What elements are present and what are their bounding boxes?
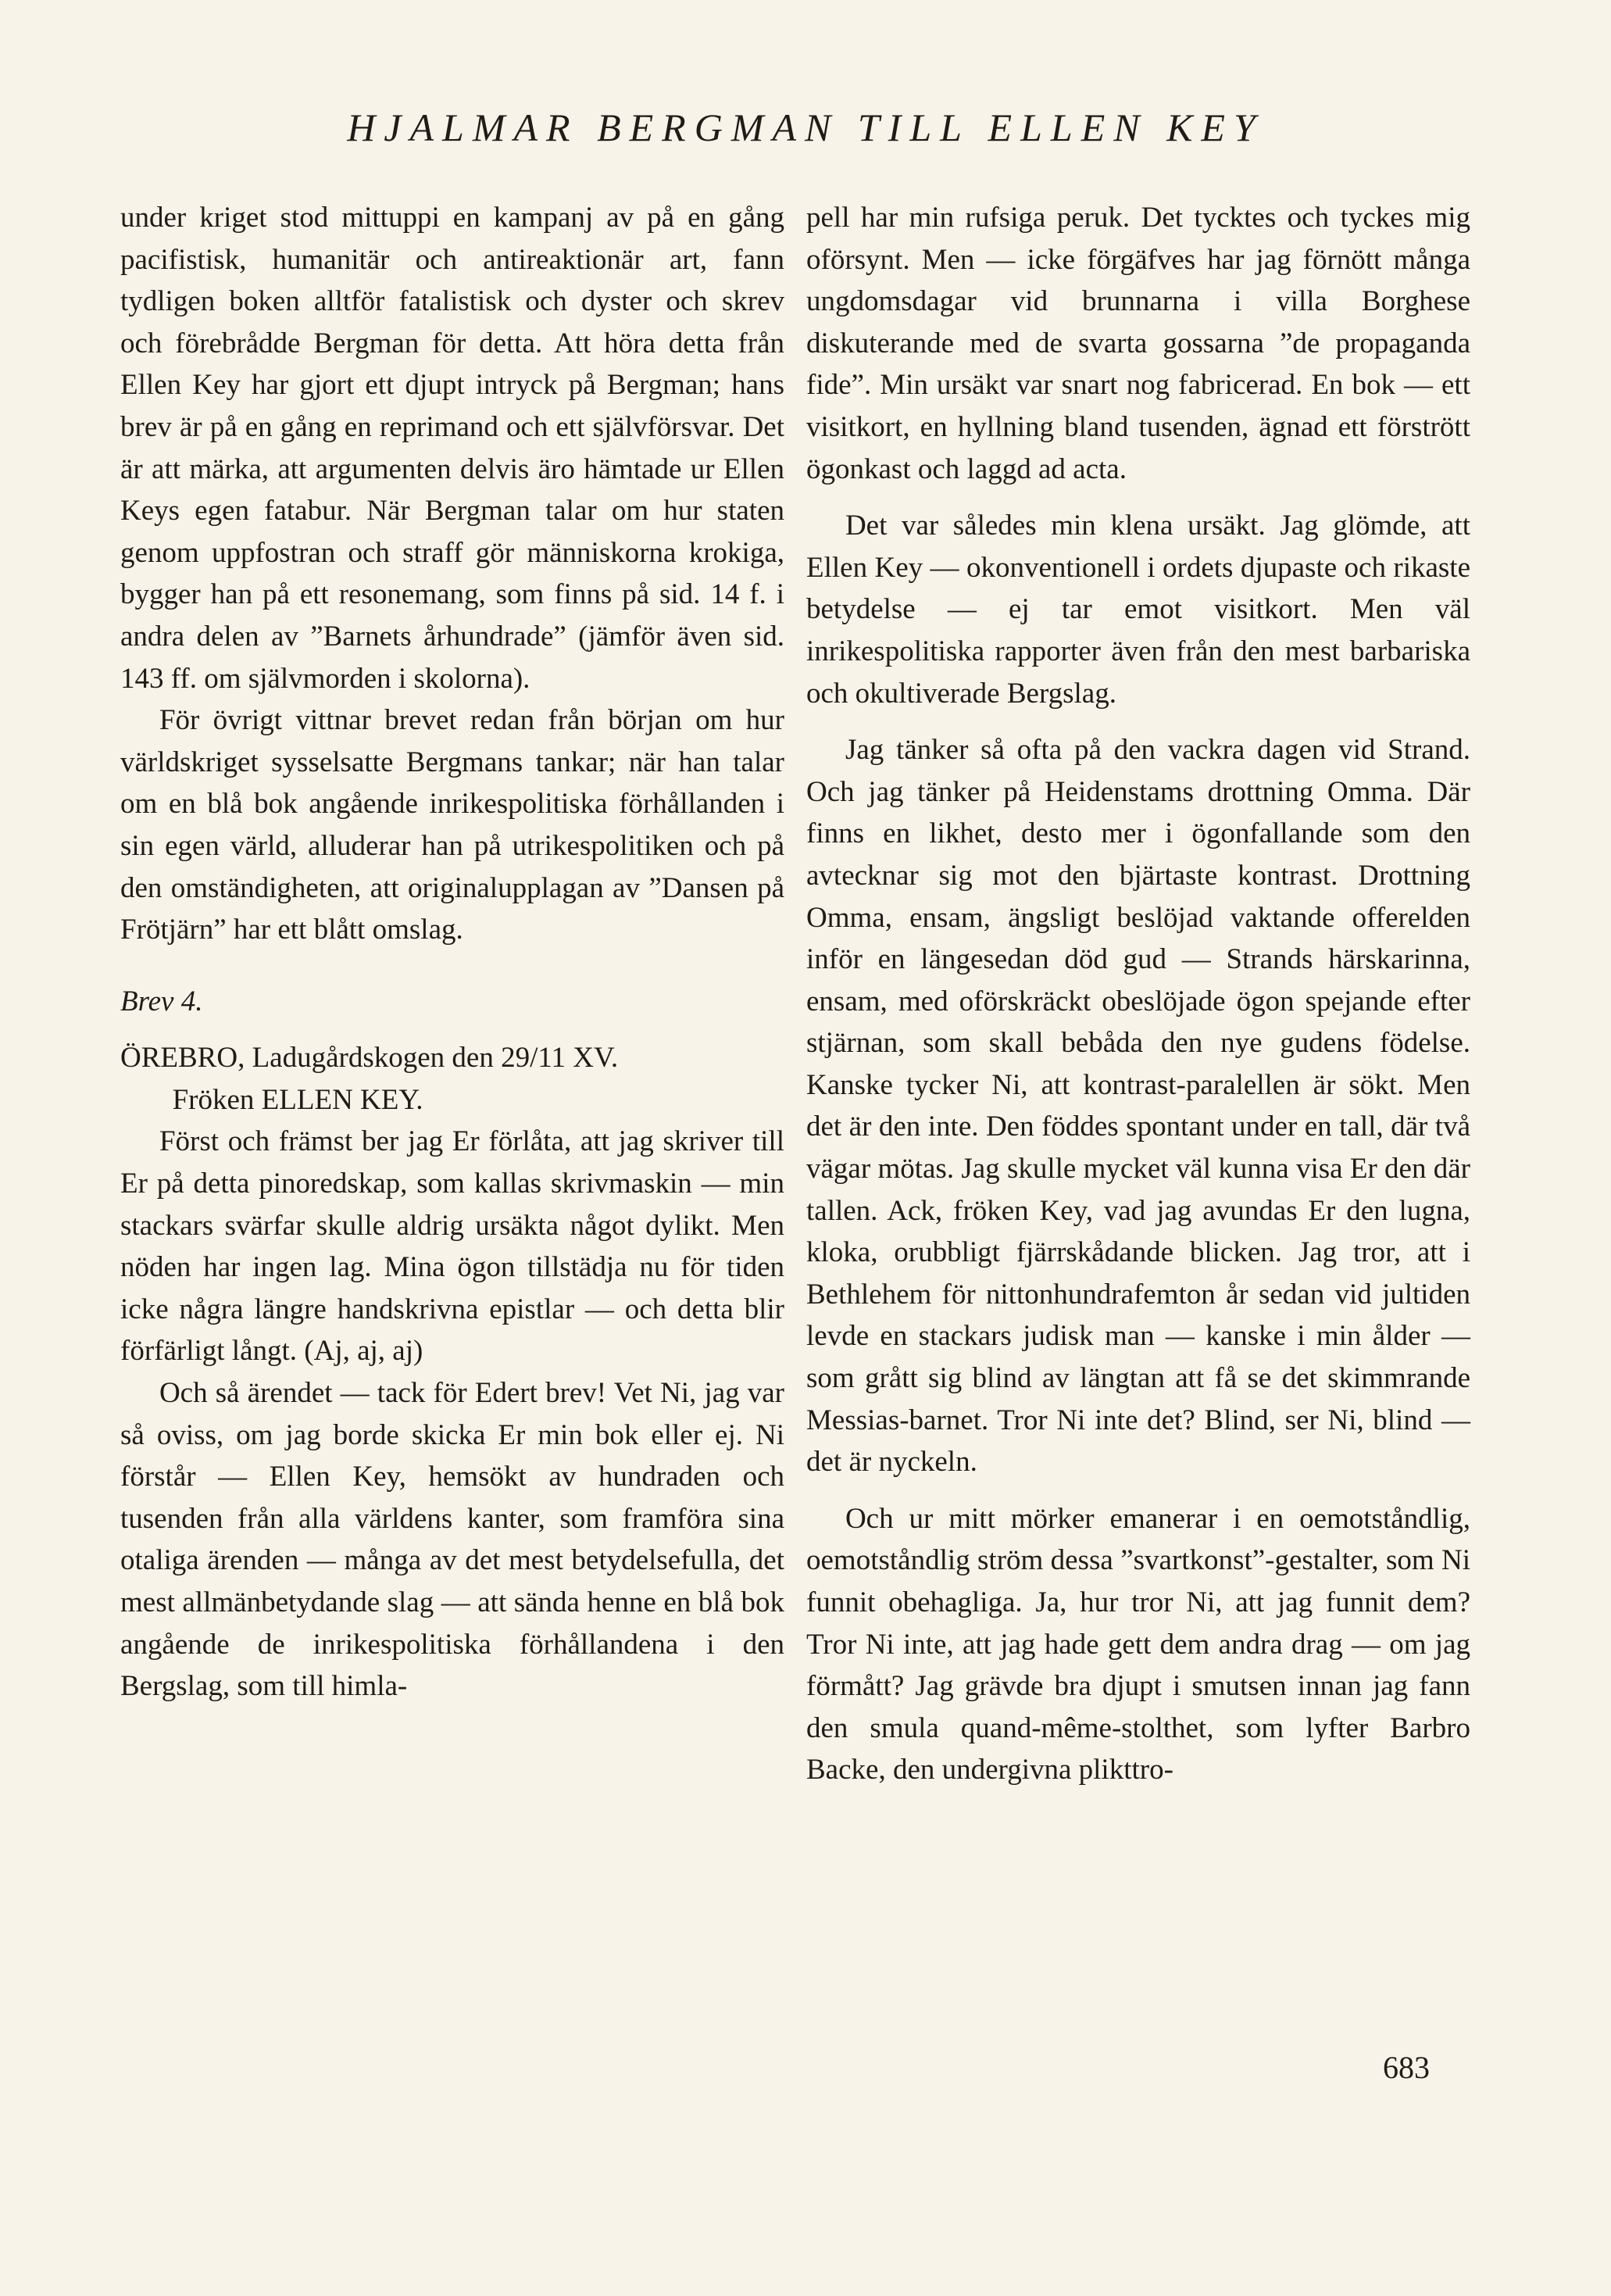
right-paragraph-1: pell har min rufsiga peruk. Det tycktes och tyckes mig oförsynt. Men — icke förgäfves har jag förnött många ungdomsdagar vid brunnarna i villa Borghese diskuterande med de svarta gossarna ”de propaganda fide”. Min ursäkt var snart nog fabricerad. En bok — ett visitkort, en hyllning bland tusenden, ägnad ett förstrött ögonkast och laggd ad acta.	[806, 202, 1470, 485]
page-number: 683	[1383, 2050, 1430, 2085]
left-paragraph-3: Först och främst ber jag Er förlåta, att jag skriver till Er på detta pinoredskap, som kallas skrivmaskin — min stackars svärfar skulle aldrig ursäkta något dylikt. Men nöden har ingen lag. Mina ögon tillstädja nu för tiden icke några längre handskrivna epistlar — och detta blir förfärligt långt. (Aj, aj, aj)	[120, 1125, 784, 1368]
letter-salutation: Fröken ELLEN KEY.	[172, 1083, 423, 1116]
right-paragraph-4: Och ur mitt mörker emanerar i en oemotståndlig, oemotståndlig ström dessa ”svartkonst”-gestalter, som Ni funnit obehagliga. Ja, hur tror Ni, att jag funnit dem? Tror Ni inte, att jag hade gett dem andra drag — om jag förmått? Jag grävde bra djupt i smutsen innan jag fann den smula quand-même-stolthet, som lyfter Barbro Backe, den undergivna plikttro-	[806, 1502, 1470, 1786]
left-paragraph-2: För övrigt vittnar brevet redan från början om hur världskriget sysselsatte Bergmans tankar; när han talar om en blå bok angående inrikespolitiska förhållanden i sin egen värld, alluderar han på utrikespolitiken och på den omständigheten, att originalupplagan av ”Dansen på Frötjärn” har ett blått omslag.	[120, 704, 784, 946]
right-paragraph-3: Jag tänker så ofta på den vackra dagen vid Strand. Och jag tänker på Heidenstams drottning Omma. Där finns en likhet, desto mer i ögonfallande som den avtecknar sig mot den bjärtaste kontrast. Drottning Omma, ensam, ängsligt beslöjad vaktande offerelden inför en längesedan död gud — Strands härskarinna, ensam, med oförskräckt obeslöjade ögon spejande efter stjärnan, som skall bebåda den nye gudens födelse. Kanske tycker Ni, att kontrast-paralellen är sökt. Men det är den inte. Den föddes spontant under en tall, där två vägar mötas. Jag skulle mycket väl kunna visa Er den där tallen. Ack, fröken Key, vad jag avundas Er den lugna, kloka, orubbligt fjärrskådande blicken. Jag tror, att i Bethlehem för nittonhundrafemton år sedan vid jultiden levde en stackars judisk man — kanske i min ålder — som grått sig blind av längtan att få se det skimmrande Messias-barnet. Tror Ni inte det? Blind, ser Ni, blind — det är nyckeln.	[806, 734, 1470, 1479]
letter-dateline: ÖREBRO, Ladugårdskogen den 29/11 XV.	[120, 1042, 619, 1075]
left-paragraph-4: Och så ärendet — tack för Edert brev! Vet Ni, jag var så oviss, om jag borde skicka Er min bok eller ej. Ni förstår — Ellen Key, hemsökt av hundraden och tusenden från alla världens kanter, som framföra sina otaliga ärenden — många av det mest betydelsefulla, det mest allmänbetydande slag — att sända henne en blå bok angående de inrikespolitiska förhållandena i den Bergslag, som till himla-	[120, 1377, 784, 1703]
right-paragraph-2: Det var således min klena ursäkt. Jag glömde, att Ellen Key — okonventionell i ordets djupaste och rikaste betydelse — ej tar emot visitkort. Men väl inrikespolitiska rapporter även från den mest barbariska och okultiverade Bergslag.	[806, 510, 1470, 710]
right-column	[806, 197, 1470, 1791]
running-title: HJALMAR BERGMAN TILL ELLEN KEY	[347, 106, 1264, 149]
left-paragraph-1: under kriget stod mittuppi en kampanj av på en gång pacifistisk, humanitär och antireaktionär art, fann tydligen boken alltför fatalistisk och dyster och skrev och förebrådde Bergman för detta. Att höra detta från Ellen Key har gjort ett djupt intryck på Bergman; hans brev är på en gång en reprimand och ett självförsvar. Det är att märka, att argumenten delvis äro hämtade ur Ellen Keys egen fatabur. När Bergman talar om hur staten genom uppfostran och straff gör människorna krokiga, bygger han på ett resonemang, som finns på sid. 14 f. i andra delen av ”Barnets århundrade” (jämför även sid. 143 ff. om självmorden i skolorna).	[120, 202, 784, 695]
left-column	[120, 197, 784, 1708]
letter-label: Brev 4.	[120, 985, 203, 1017]
